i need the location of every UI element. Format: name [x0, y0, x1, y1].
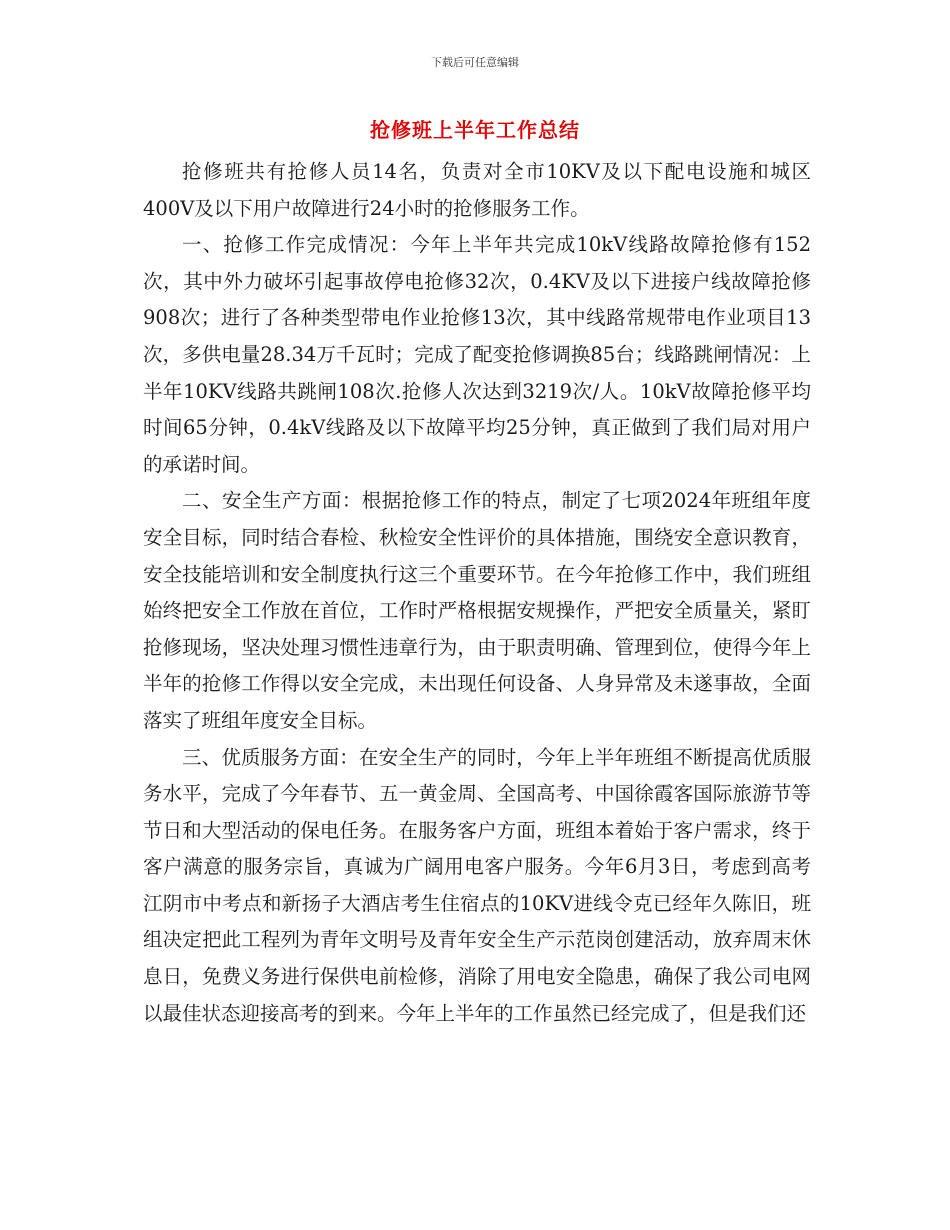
header-note: 下载后可任意编辑 — [431, 56, 519, 69]
paragraph-safety-production: 二、安全生产方面：根据抢修工作的特点，制定了七项2024年班组年度安全目标，同时结合春检、秋检安全性评价的具体措施，围绕安全意识教育，安全技能培训和安全制度执行这三个重要环节。在今年抢修工作中，我们班组始终把安全工作放在首位，工作时严格根据安规操作，严把安全质量关，紧盯抢修现场，坚决处理习惯性违章行为，由于职责明确、管理到位，使得今年上半年的抢修工作得以安全完成，未出现任何设备、人身异常及未遂事故，全面落实了班组年度安全目标。 — [143, 489, 811, 732]
paragraph-quality-service: 三、优质服务方面：在安全生产的同时，今年上半年班组不断提高优质服务水平，完成了今年春节、五一黄金周、全国高考、中国徐霞客国际旅游节等节日和大型活动的保电任务。在服务客户方面，班组本着始于客户需求，终于客户满意的服务宗旨，真诚为广阔用电客户服务。今年6月3日，考虑到高考江阴市中考点和新扬子大酒店考生住宿点的10KV进线令克已经年久陈旧，班组决定把此工程列为青年文明号及青年安全生产示范岗创建活动，放弃周末休息日，免费义务进行保供电前检修，消除了用电安全隐患，确保了我公司电网以最佳状态迎接高考的到来。今年上半年的工作虽然已经完成了，但是我们还 — [143, 745, 811, 1025]
document-body — [143, 154, 811, 1032]
document-title: 抢修班上半年工作总结 — [370, 118, 580, 142]
paragraph-repair-completion: 一、抢修工作完成情况：今年上半年共完成10kV线路故障抢修有152次，其中外力破坏引起事故停电抢修32次，0.4KV及以下进接户线故障抢修908次；进行了各种类型带电作业抢修13次，其中线路常规带电作业项目13次，多供电量28.34万千瓦时；完成了配变抢修调换85台；线路跳闸情况：上半年10KV线路共跳闸108次.抢修人次达到3219次/人。10kV故障抢修平均时间65分钟，0.4kV线路及以下故障平均25分钟，真正做到了我们局对用户的承诺时间。 — [143, 233, 811, 476]
paragraph-intro: 抢修班共有抢修人员14名，负责对全市10KV及以下配电设施和城区400V及以下用户故障进行24小时的抢修服务工作。 — [143, 160, 811, 220]
